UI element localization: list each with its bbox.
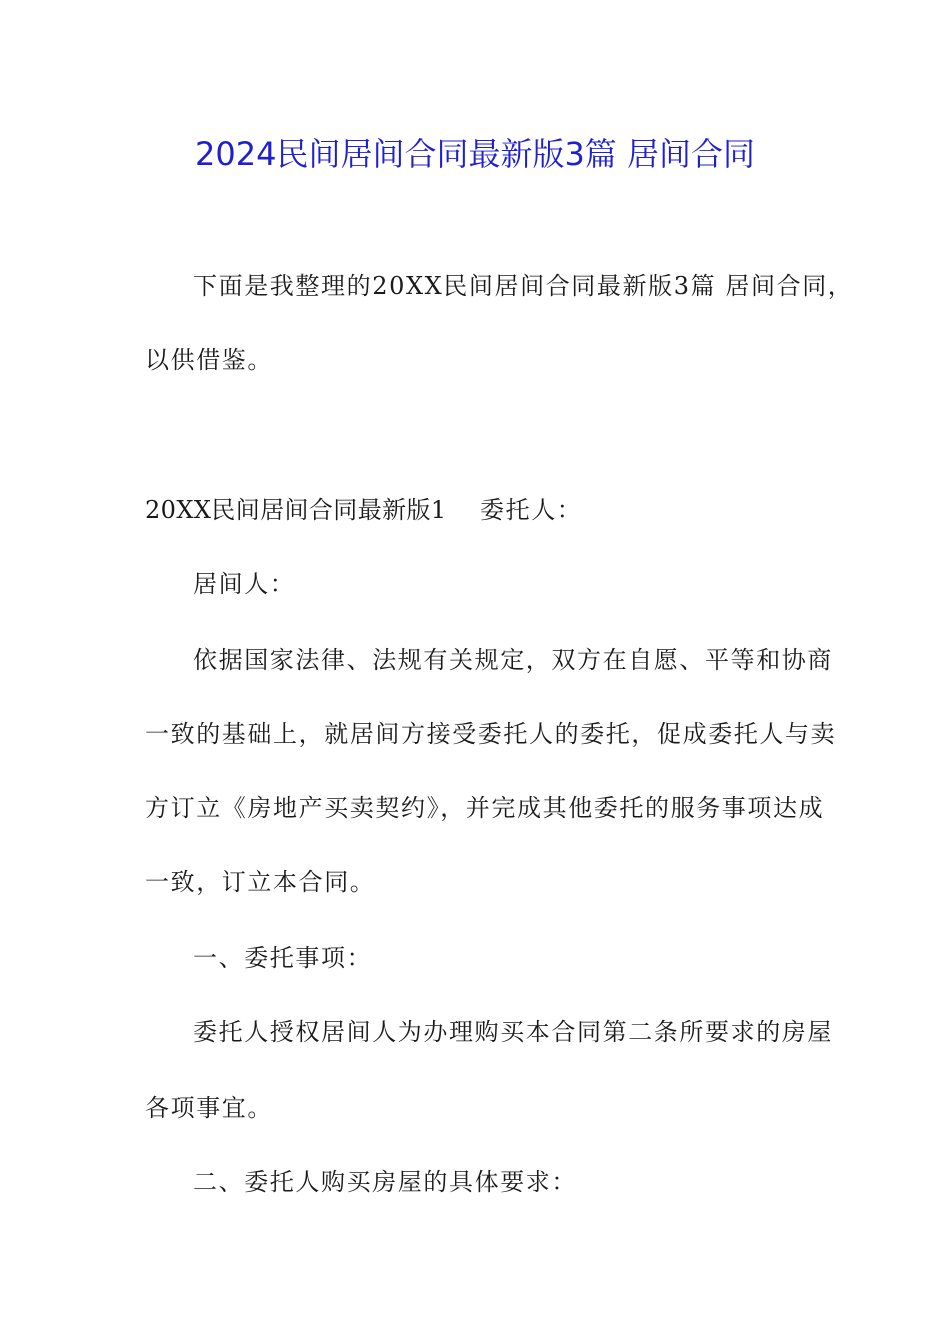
document-title: 2024民间居间合同最新版3篇 居间合同 (195, 135, 755, 173)
intro-line-1: 下面是我整理的20XX民间居间合同最新版3篇 居间合同， (193, 272, 854, 300)
intro-line-2: 以供借鉴。 (145, 346, 273, 374)
contract-heading: 20XX民间居间合同最新版1 (145, 496, 447, 524)
section-2-heading: 二、委托人购买房屋的具体要求： (193, 1168, 577, 1196)
section-1-line-2: 各项事宜。 (145, 1094, 273, 1122)
preamble-line-4: 一致，订立本合同。 (145, 868, 376, 896)
broker-label: 居间人： (193, 570, 296, 598)
preamble-line-1: 依据国家法律、法规有关规定，双方在自愿、平等和协商 (193, 646, 833, 674)
client-label: 委托人： (480, 496, 583, 524)
preamble-line-2: 一致的基础上，就居间方接受委托人的委托，促成委托人与卖 (145, 720, 837, 748)
section-1-line-1: 委托人授权居间人为办理购买本合同第二条所要求的房屋 (193, 1018, 833, 1046)
preamble-line-3: 方订立《房地产买卖契约》，并完成其他委托的服务事项达成 (145, 794, 825, 822)
section-1-heading: 一、委托事项： (193, 944, 373, 972)
